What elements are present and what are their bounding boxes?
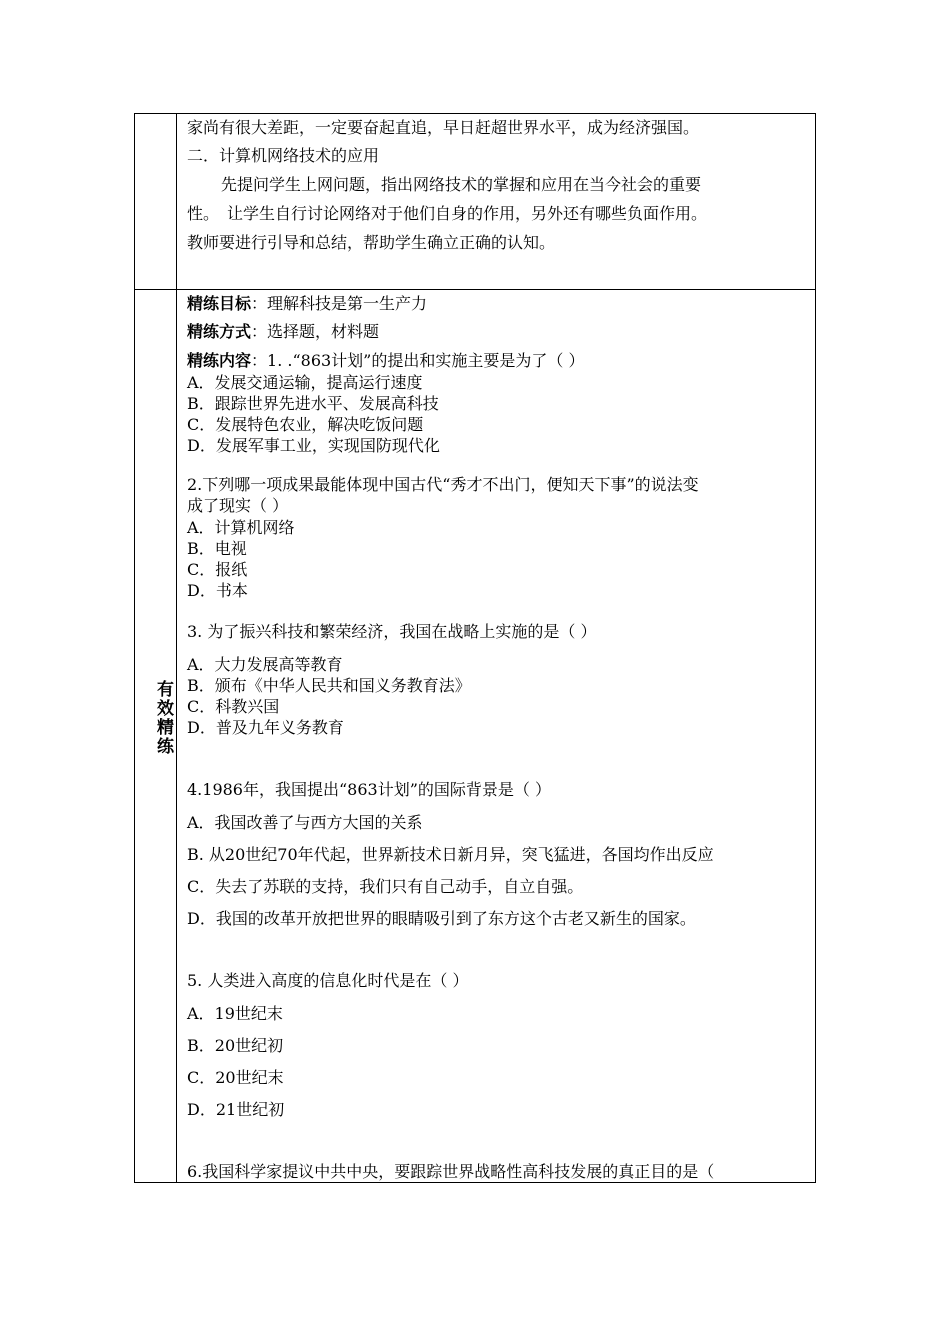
option: B．电视 [187,539,247,558]
option: B. 从20世纪70年代起，世界新技术日新月异，突飞猛进，各国均作出反应 [187,845,714,864]
option: A．发展交通运输，提高运行速度 [187,373,423,392]
text-line: 性。 让学生自行讨论网络对于他们自身的作用，另外还有哪些负面作用。 [187,204,708,223]
goal-line [187,294,427,314]
text-line: 家尚有很大差距，一定要奋起直追，早日赶超世界水平，成为经济强国。 [187,118,700,137]
question-3-stem: 3. 为了振兴科技和繁荣经济，我国在战略上实施的是（ ） [187,622,597,641]
column-divider [176,290,177,1182]
option: A．大力发展高等教育 [187,655,343,674]
table-row-practice [135,290,815,1182]
option: A．计算机网络 [187,518,295,537]
option: A．19世纪末 [187,1004,283,1023]
method-label: 精练方式 [187,322,252,341]
method-text: ：选择题，材料题 [251,322,380,341]
option: C．发展特色农业，解决吃饭问题 [187,415,424,434]
content-label: 精练内容 [187,351,252,370]
option: B．20世纪初 [187,1036,284,1055]
question-2-stem-cont: 成了现实（ ） [187,496,289,515]
option: D．我国的改革开放把世界的眼睛吸引到了东方这个古老又新生的国家。 [187,909,696,928]
text-line: 先提问学生上网问题，指出网络技术的掌握和应用在当今社会的重要 [221,175,702,194]
question-6-stem: 6.我国科学家提议中共中央，要跟踪世界战略性高科技发展的真正目的是（ [187,1162,715,1181]
option: B．颁布《中华人民共和国义务教育法》 [187,676,471,695]
option: C．报纸 [187,560,248,579]
option: D．发展军事工业，实现国防现代化 [187,436,440,455]
option: C．20世纪末 [187,1068,284,1087]
goal-label: 精练目标 [187,294,252,313]
section-label: 有效精练 [153,680,173,756]
question-5-stem: 5. 人类进入高度的信息化时代是在（ ） [187,971,469,990]
table-row-intro [135,114,815,290]
question-2-stem: 2.下列哪一项成果最能体现中国古代“秀才不出门，便知天下事”的说法变 [187,475,699,494]
goal-text: ：理解科技是第一生产力 [251,294,428,313]
option: D．书本 [187,581,248,600]
column-divider [176,114,177,289]
option: C．科教兴国 [187,697,280,716]
question-text: ：1. .“863计划”的提出和实施主要是为了（ ） [251,351,585,370]
question-4-stem: 4.1986年，我国提出“863计划”的国际背景是（ ） [187,780,551,799]
option: C．失去了苏联的支持，我们只有自己动手，自立自强。 [187,877,584,896]
text-line: 教师要进行引导和总结，帮助学生确立正确的认知。 [187,233,556,252]
option: A．我国改善了与西方大国的关系 [187,813,423,832]
option: D．普及九年义务教育 [187,718,344,737]
option: B．跟踪世界先进水平、发展高科技 [187,394,439,413]
method-line [187,322,379,342]
lesson-table [134,113,816,1183]
option: D．21世纪初 [187,1100,285,1119]
question-1-stem [187,351,584,371]
section-heading: 二．计算机网络技术的应用 [187,146,380,165]
